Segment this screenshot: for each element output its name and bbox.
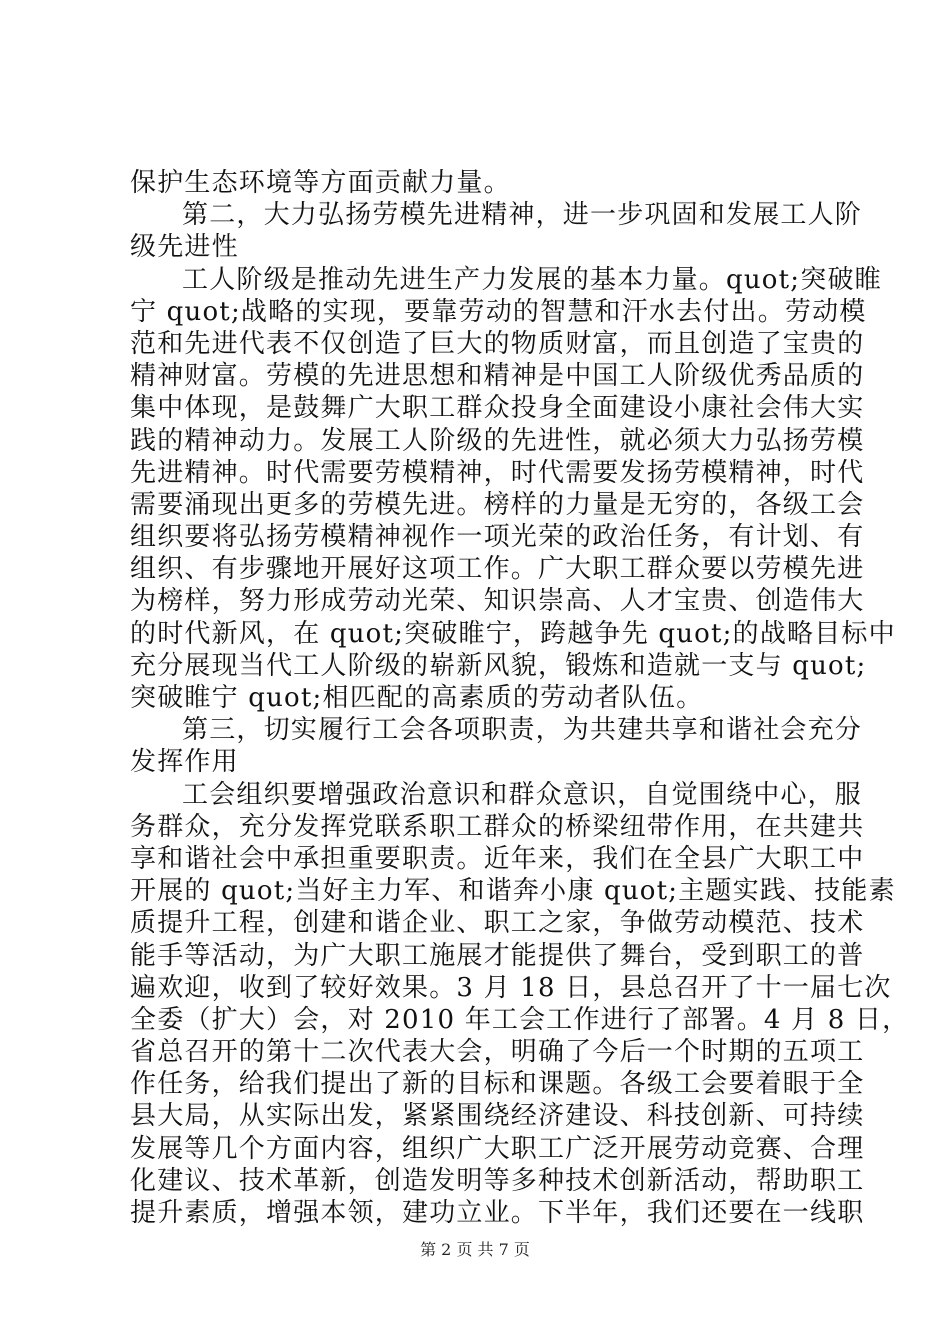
page-footer: 第 2 页 共 7 页 [420, 1240, 530, 1259]
text-line: 集中体现，是鼓舞广大职工群众投身全面建设小康社会伟大实 [130, 393, 865, 424]
text-line: 先进精神。时代需要劳模精神，时代需要发扬劳模精神，时代 [130, 457, 865, 488]
text-line: 为榜样，努力形成劳动光荣、知识崇高、人才宝贵、创造伟大 [130, 586, 865, 617]
text-line: 发展等几个方面内容，组织广大职工广泛开展劳动竞赛、合理 [130, 1133, 865, 1164]
text-line: 的时代新风，在 quot;突破睢宁，跨越争先 quot;的战略目标中 [130, 618, 896, 649]
text-line: 保护生态环境等方面贡献力量。 [130, 168, 511, 198]
text-line: 需要涌现出更多的劳模先进。榜样的力量是无穷的，各级工会 [130, 489, 865, 520]
text-line: 工人阶级是推动先进生产力发展的基本力量。quot;突破睢 [182, 264, 882, 295]
text-line: 县大局，从实际出发，紧紧围绕经济建设、科技创新、可持续 [130, 1101, 865, 1132]
text-line: 范和先进代表不仅创造了巨大的物质财富，而且创造了宝贵的 [130, 328, 865, 359]
text-line: 作任务，给我们提出了新的目标和课题。各级工会要着眼于全 [130, 1069, 865, 1100]
text-line: 突破睢宁 quot;相匹配的高素质的劳动者队伍。 [130, 683, 704, 713]
text-line: 能手等活动，为广大职工施展才能提供了舞台，受到职工的普 [130, 940, 865, 971]
text-line: 务群众，充分发挥党联系职工群众的桥梁纽带作用，在共建共 [130, 811, 865, 842]
text-line: 践的精神动力。发展工人阶级的先进性，就必须大力弘扬劳模 [130, 425, 865, 456]
text-line: 级先进性 [130, 232, 239, 263]
text-line: 发挥作用 [130, 747, 239, 778]
text-line: 工会组织要增强政治意识和群众意识，自觉围绕中心，服 [182, 779, 863, 810]
text-line: 第二，大力弘扬劳模先进精神，进一步巩固和发展工人阶 [182, 200, 863, 231]
text-line: 第三，切实履行工会各项职责，为共建共享和谐社会充分 [182, 715, 863, 746]
text-line: 充分展现当代工人阶级的崭新风貌，锻炼和造就一支与 quot; [130, 650, 867, 681]
text-line: 质提升工程，创建和谐企业、职工之家，争做劳动模范、技术 [130, 908, 865, 939]
text-line: 全委（扩大）会，对 2010 年工会工作进行了部署。4 月 8 日， [130, 1004, 910, 1035]
text-line: 宁 quot;战略的实现，要靠劳动的智慧和汗水去付出。劳动模 [130, 296, 867, 327]
text-line: 精神财富。劳模的先进思想和精神是中国工人阶级优秀品质的 [130, 361, 865, 392]
text-line: 提升素质，增强本领，建功立业。下半年，我们还要在一线职 [130, 1198, 865, 1228]
text-line: 享和谐社会中承担重要职责。近年来，我们在全县广大职工中 [130, 843, 865, 874]
document-body [130, 167, 910, 1229]
text-line: 组织要将弘扬劳模精神视作一项光荣的政治任务，有计划、有 [130, 522, 865, 553]
text-line: 化建议、技术革新，创造发明等多种技术创新活动，帮助职工 [130, 1165, 865, 1196]
text-line: 遍欢迎，收到了较好效果。3 月 18 日，县总召开了十一届七次 [130, 972, 892, 1003]
text-line: 省总召开的第十二次代表大会，明确了今后一个时期的五项工 [130, 1037, 865, 1068]
text-line: 开展的 quot;当好主力军、和谐奔小康 quot;主题实践、技能素 [130, 876, 896, 907]
text-line: 组织、有步骤地开展好这项工作。广大职工群众要以劳模先进 [130, 554, 865, 585]
